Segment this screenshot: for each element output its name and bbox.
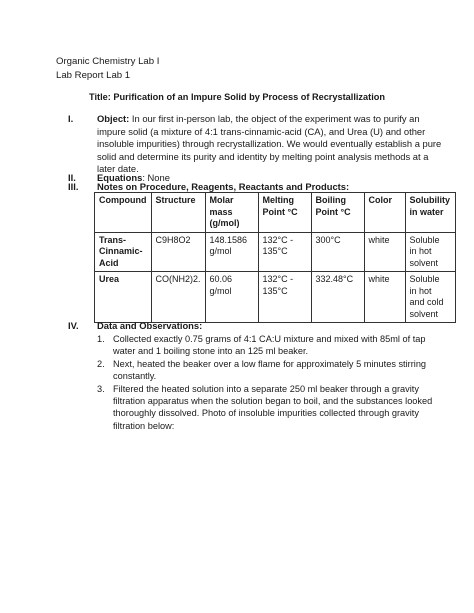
cell-molar-mass: 148.1586 g/mol (205, 232, 258, 272)
course-name: Organic Chemistry Lab I (56, 56, 160, 67)
object-label: Object: (97, 113, 130, 124)
step-line: Collected exactly 0.75 grams of 4:1 CA:U mixture and mixed with 85ml of tap (113, 334, 426, 344)
cell-color: white (364, 272, 405, 323)
equations-value: : None (142, 172, 170, 183)
cell-compound: Trans- Cinnamic- Acid (95, 232, 152, 272)
report-name: Lab Report Lab 1 (56, 70, 131, 81)
step-line: filtration below: (113, 420, 175, 431)
step-line: water and 1 boiling stone into an 125 ml beaker. (113, 346, 309, 357)
step-line: Filtered the heated solution into a separate 250 ml beaker through a gravity (113, 383, 419, 394)
section-numeral-object: I. (68, 113, 74, 124)
table-row (95, 272, 456, 323)
compound-table (94, 192, 456, 323)
step-line: filtration apparatus when the solution began to boil, and the substances looked (113, 396, 433, 407)
cell-structure: CO(NH2)2. (151, 272, 205, 323)
header-solubility: Solubility in water (405, 193, 455, 233)
cell-boiling-point: 300°C (311, 232, 364, 272)
step-line: Next, heated the beaker over a low flame for approximately 5 minutes stirring (113, 358, 427, 369)
section-numeral-observations: IV. (68, 320, 79, 331)
object-text: In our first in-person lab, the object of the experiment was to purify an (129, 113, 420, 124)
object-line: impure solid (a mixture of 4:1 trans-cinnamic-acid (CA), and Urea (U) and other (97, 125, 426, 137)
table-header-row (95, 193, 456, 233)
cell-boiling-point: 332.48°C (311, 272, 364, 323)
section-numeral-equations: II. (68, 172, 76, 183)
observations-section (97, 320, 415, 333)
object-line (97, 113, 420, 126)
cell-melting-point: 132°C - 135°C (258, 232, 311, 272)
section-numeral-notes: III. (68, 181, 79, 192)
list-item (97, 358, 427, 383)
cell-compound: Urea (95, 272, 152, 323)
step-number: 2. (97, 358, 105, 369)
object-line: later date. (97, 163, 139, 175)
cell-structure: C9H8O2 (151, 232, 205, 272)
list-item (97, 333, 427, 358)
notes-label: Notes on Procedure, Reagents, Reactants and Products: (97, 181, 350, 192)
procedure-list (97, 333, 433, 432)
header-molar-mass: Molar mass (g/mol) (205, 193, 258, 233)
header-boiling-point: Boiling Point °C (311, 193, 364, 233)
header-melting-point: Melting Point °C (258, 193, 311, 233)
observations-label: Data and Observations: (97, 320, 203, 331)
object-section (97, 113, 442, 176)
step-line: constantly. (113, 371, 157, 382)
cell-solubility: Soluble in hot and cold solvent (405, 272, 455, 323)
cell-color: white (364, 232, 405, 272)
cell-molar-mass: 60.06 g/mol (205, 272, 258, 323)
table-row (95, 232, 456, 272)
header-structure: Structure (151, 193, 205, 233)
list-item (97, 383, 433, 433)
step-line: thoroughly dissolved. Photo of insoluble impurities collected through gravity (113, 408, 419, 419)
step-number: 3. (97, 383, 105, 394)
object-line: insoluble impurities) through recrystallization. We would eventually establish a pure (97, 138, 442, 150)
object-line: solid and determine its purity and identity by melting point analysis methods at a (97, 150, 429, 162)
equations-label: Equations (97, 172, 143, 183)
report-title: Title: Purification of an Impure Solid by Process of Recrystallization (89, 92, 385, 102)
step-number: 1. (97, 334, 105, 344)
header-compound: Compound (95, 193, 152, 233)
cell-melting-point: 132°C - 135°C (258, 272, 311, 323)
header-color: Color (364, 193, 405, 233)
cell-solubility: Soluble in hot solvent (405, 232, 455, 272)
